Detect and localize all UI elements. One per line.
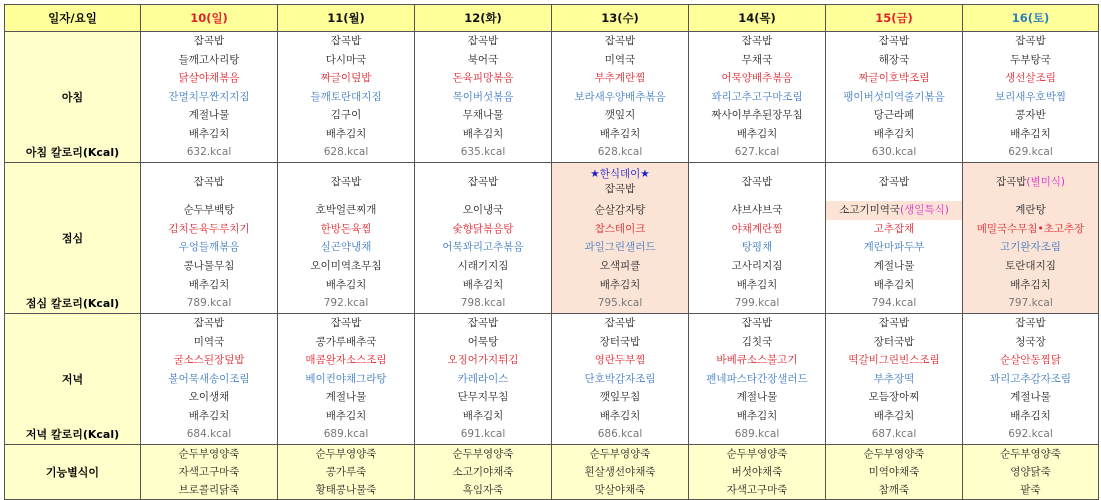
menu-item: 오징어가지튀김 [447,354,519,367]
menu-item: 찹스테이크 [594,222,646,235]
menu-item: 단무지무침 [457,391,509,404]
menu-item: 영양닭죽 [1010,466,1051,479]
menu-item: 잡곡밥 [604,183,636,195]
menu-item: 카레라이스 [457,372,509,385]
calorie-value: 684.kcal [186,428,232,441]
menu-item: 배추김치 [736,127,778,140]
menu-item: 미역야채죽 [868,466,920,479]
functional-diet-row [5,445,1099,500]
lunch-top-block [141,163,277,201]
menu-item: 배추김치 [325,127,367,140]
day-label: 16(토) [1011,11,1050,25]
calorie-value: 792.kcal [323,297,369,310]
menu-item: 팽이버섯미역줄기볶음 [843,90,945,103]
menu-item: 생선살조림 [1005,72,1056,85]
breakfast-label-cell [5,32,141,163]
menu-item: 무채나물 [462,109,504,122]
dinner-day-cell [826,314,963,445]
calorie-value: 686.kcal [597,428,643,441]
special-tag: (생일특식) [900,204,949,216]
menu-item: 배추김치 [188,409,230,422]
menu-item: 무채국 [741,53,773,66]
functional-day-cell [552,445,689,500]
menu-item: 잡곡밥 [1015,35,1046,48]
menu-item: 꽈리고추감자조림 [989,372,1072,385]
menu-item: 배추김치 [1010,409,1051,422]
calorie-value: 630.kcal [871,146,917,159]
menu-item: 어묵탕 [467,335,499,348]
day-label: 11(월) [327,11,365,25]
menu-item-text: 소고기미역국 [839,204,901,216]
menu-item: 바베큐소스불고기 [716,354,798,367]
functional-day-cell [826,445,963,500]
menu-item: 시래기지짐 [457,260,509,273]
menu-item: 잡곡밥 [878,175,910,188]
calorie-label: 점심 칼로리(Kcal) [25,297,120,311]
menu-item: 미역국 [193,335,225,348]
menu-item: 잡곡밥 [741,317,773,330]
menu-item: 배추김치 [599,127,641,140]
menu-item: 배추김치 [188,278,230,291]
menu-item: 돈육피망볶음 [452,72,514,85]
menu-item: 잡곡밥 [741,175,773,188]
lunch-day-cell [141,163,278,314]
calorie-label: 저녁 칼로리(Kcal) [25,428,120,442]
menu-item: 순두부영양죽 [726,448,788,461]
calorie-value: 635.kcal [460,146,506,159]
menu-item: 목이버섯볶음 [452,90,514,103]
menu-item: 콩자반 [1015,109,1046,122]
menu-item: 베이컨야채그라탕 [305,372,387,385]
menu-item: 오이생채 [188,391,230,404]
menu-item: 잡곡밥 [330,35,362,48]
menu-item: 메밀국수무침•초고추장 [976,222,1085,235]
header-day [689,5,826,32]
menu-item: 배추김치 [1010,278,1051,291]
calorie-value: 687.kcal [871,428,917,441]
menu-item: 브로콜리닭죽 [178,484,240,497]
menu-item: 들깨토란대지짐 [310,90,382,103]
header-day [415,5,552,32]
menu-item: 한방돈육찜 [320,222,372,235]
breakfast-day-cell [141,32,278,163]
menu-item: 김치돈육두루치기 [168,222,250,235]
weekly-meal-menu-table [4,4,1099,500]
calorie-value: 691.kcal [460,428,506,441]
menu-item: 잡곡밥 [193,35,225,48]
lunch-top-block [826,163,962,201]
day-label: 10(일) [190,11,228,25]
header-day [552,5,689,32]
menu-item: 오이냉국 [462,204,504,216]
day-label: 12(화) [464,11,502,25]
functional-day-cell [278,445,415,500]
menu-item: 소고기야채죽 [452,466,514,479]
functional-day-cell [689,445,826,500]
menu-item: 어묵꽈리고추볶음 [442,241,524,254]
menu-item: 부추장떡 [873,372,915,385]
menu-item: 흰살생선야채죽 [584,466,656,479]
lunch-day-cell [415,163,552,314]
menu-item: 짜글이덮밥 [320,72,372,85]
menu-item: 순두부영양죽 [1000,448,1061,461]
menu-item: 단호박감자조림 [584,372,656,385]
calorie-value: 799.kcal [734,297,780,310]
breakfast-day-cell [963,32,1099,163]
menu-item: 배추김치 [873,127,915,140]
calorie-value: 797.kcal [1008,297,1053,310]
calorie-value: 692.kcal [1008,428,1053,441]
menu-item: 짜사이부추된장무침 [711,109,803,122]
menu-item: 과일그린샐러드 [584,241,656,254]
calorie-value: 629.kcal [1008,146,1053,159]
dinner-day-cell [963,314,1099,445]
menu-item: 실곤약냉채 [320,241,372,254]
calorie-value: 628.kcal [323,146,369,159]
menu-item: 배추김치 [736,278,778,291]
menu-item: 장터국밥 [873,335,915,348]
menu-item: 잡곡밥 [193,175,225,188]
menu-item: 토란대지짐 [1005,260,1056,273]
functional-label-cell: 기능별식이 [5,445,141,500]
menu-item: 야채계란찜 [731,222,783,235]
menu-item: 호박얼큰찌개 [315,204,377,216]
menu-item: 잡곡밥 [467,175,499,188]
lunch-top-block [552,163,688,201]
menu-item: 김구이 [330,109,362,122]
breakfast-day-cell [552,32,689,163]
menu-item: 배추김치 [462,409,504,422]
calorie-value: 632.kcal [186,146,232,159]
menu-item: 당근라페 [873,109,915,122]
menu-item: 잡곡밥 [604,317,636,330]
menu-item: 콩가루죽 [325,466,367,479]
calorie-value: 689.kcal [323,428,369,441]
menu-item: 닭살야채볶음 [178,72,240,85]
functional-day-cell [415,445,552,500]
menu-item: 잡곡밥 [604,35,636,48]
dinner-day-cell [141,314,278,445]
lunch-day-cell [826,163,963,314]
calorie-label: 아침 칼로리(Kcal) [25,146,120,159]
header-corner: 일자/요일 [5,5,141,32]
functional-day-cell [141,445,278,500]
menu-item: 잡곡밥 [878,317,910,330]
header-day [141,5,278,32]
menu-item: 배추김치 [188,127,230,140]
menu-item: 깻잎무침 [599,391,641,404]
menu-item: 계란탕 [1015,204,1046,216]
menu-item: 샤브샤브국 [731,204,783,216]
dinner-day-cell [278,314,415,445]
menu-item: 콩가루배추국 [315,335,377,348]
calorie-value: 798.kcal [460,297,506,310]
menu-item: 탕평채 [741,241,773,254]
dinner-row [5,314,1099,445]
dinner-label-cell [5,314,141,445]
lunch-top-block [415,163,551,201]
menu-item: 오색피클 [599,260,641,273]
menu-item: 볼어묵새송이조림 [168,372,250,385]
lunch-day-cell [278,163,415,314]
menu-item: 미역국 [604,53,636,66]
menu-item: 고사리지짐 [731,260,783,273]
menu-item: 숯향닭볶음탕 [452,222,514,235]
menu-item: 배추김치 [599,409,641,422]
menu-item: 배추김치 [873,409,915,422]
menu-item: 잡곡밥 [878,35,910,48]
breakfast-row [5,32,1099,163]
menu-item: 잡곡밥 [741,35,773,48]
menu-item [826,201,962,220]
meal-label: 아침 [61,91,84,104]
menu-item: 계란마파두부 [863,241,925,254]
lunch-top-block [963,163,1098,201]
menu-item: 맛살야채죽 [594,484,646,497]
menu-item: 장터국밥 [599,335,641,348]
menu-item: 잡곡밥 [193,317,225,330]
menu-item: 배추김치 [462,278,504,291]
dinner-day-cell [415,314,552,445]
header-day [826,5,963,32]
lunch-day-cell [689,163,826,314]
day-label: 14(목) [738,11,776,25]
dinner-day-cell [552,314,689,445]
dinner-day-cell [689,314,826,445]
menu-item: 어묵양배추볶음 [721,72,793,85]
menu-item: ★한식데이★ [590,168,650,180]
menu-item: 청국장 [1015,335,1046,348]
menu-item: 순살감자탕 [594,204,646,216]
header-day [278,5,415,32]
day-label: 13(수) [601,11,639,25]
calorie-value: 789.kcal [186,297,232,310]
calorie-value: 628.kcal [597,146,643,159]
lunch-day-cell [963,163,1099,314]
menu-item: 순살안동찜닭 [1000,354,1061,367]
lunch-row [5,163,1099,314]
menu-item: 배추김치 [736,409,778,422]
menu-item: 배추김치 [325,278,367,291]
calorie-value: 794.kcal [871,297,917,310]
menu-item: 다시마국 [325,53,367,66]
lunch-label-cell [5,163,141,314]
menu-item: 고기완자조림 [1000,241,1061,254]
menu-item: 팥죽 [1020,484,1041,497]
lunch-top-block [689,163,825,201]
menu-item: 순두부영양죽 [589,448,651,461]
calorie-value: 689.kcal [734,428,780,441]
menu-item: 배추김치 [462,127,504,140]
menu-item: 펜네파스타간장샐러드 [706,372,808,385]
breakfast-day-cell [415,32,552,163]
menu-item: 해장국 [878,53,910,66]
menu-item: 배추김치 [873,278,915,291]
menu-item: 북어국 [467,53,499,66]
menu-item: 콩나물무침 [183,260,235,273]
menu-item: 계절나물 [1010,391,1051,404]
breakfast-day-cell [689,32,826,163]
menu-item: 잡곡밥 [1015,317,1046,330]
menu-item: 깻잎지 [604,109,636,122]
menu-item: 계절나물 [325,391,367,404]
menu-item: 자색고구마죽 [726,484,788,497]
calorie-value: 795.kcal [597,297,643,310]
lunch-top-block [278,163,414,201]
menu-item: 보리새우호박찜 [994,90,1066,103]
menu-item: 순두부영양죽 [315,448,377,461]
menu-item: 김칫국 [741,335,773,348]
menu-item: 잔멸치무짠지지짐 [168,90,250,103]
menu-item: 영란두부찜 [594,354,646,367]
menu-item: 잡곡밥 [330,175,362,188]
menu-item: 떡갈비그린빈스조림 [848,354,940,367]
menu-item: 배추김치 [1010,127,1051,140]
menu-item: 순두부영양죽 [452,448,514,461]
calorie-value: 627.kcal [734,146,780,159]
header-day [963,5,1099,32]
breakfast-day-cell [278,32,415,163]
menu-item: 참깨죽 [878,484,910,497]
meal-label: 점심 [61,232,84,246]
menu-item: 흑임자죽 [462,484,504,497]
menu-item: 부추계란찜 [594,72,646,85]
menu-item: 매콤완자소스조림 [305,354,387,367]
menu-item: 황태콩나물죽 [315,484,377,497]
menu-item: 고추잡채 [873,222,915,235]
lunch-day-cell [552,163,689,314]
menu-item: 오이미역초무침 [310,260,382,273]
menu-item: 짜글이호박조림 [858,72,930,85]
menu-item: 굴소스된장덮밥 [173,354,245,367]
menu-item: 들깨고사리탕 [178,53,240,66]
day-label: 15(금) [875,11,913,25]
menu-item: 배추김치 [599,278,641,291]
menu-item: 순두부영양죽 [863,448,925,461]
menu-item: 우엉들깨볶음 [178,241,240,254]
menu-item: 계절나물 [873,260,915,273]
menu-item: 잡곡밥(별미식) [995,175,1066,188]
menu-item: 순두부백탕 [183,204,235,216]
menu-item: 잡곡밥 [467,317,499,330]
menu-item: 배추김치 [325,409,367,422]
functional-day-cell [963,445,1099,500]
header-row [5,5,1099,32]
menu-item: 버섯야채죽 [731,466,783,479]
breakfast-day-cell [826,32,963,163]
menu-item: 꽈리고추고구마조림 [711,90,803,103]
menu-item: 보라새우양배추볶음 [574,90,666,103]
menu-item: 계절나물 [736,391,778,404]
menu-item: 모듬장아찌 [868,391,920,404]
meal-label: 저녁 [61,373,84,387]
menu-item: 계절나물 [188,109,230,122]
menu-item: 순두부영양죽 [178,448,240,461]
menu-item: 두부탕국 [1010,53,1051,66]
menu-item: 잡곡밥 [330,317,362,330]
menu-item: 잡곡밥 [467,35,499,48]
special-tag: (별미식) [1026,175,1066,188]
menu-item: 자색고구마죽 [178,466,240,479]
